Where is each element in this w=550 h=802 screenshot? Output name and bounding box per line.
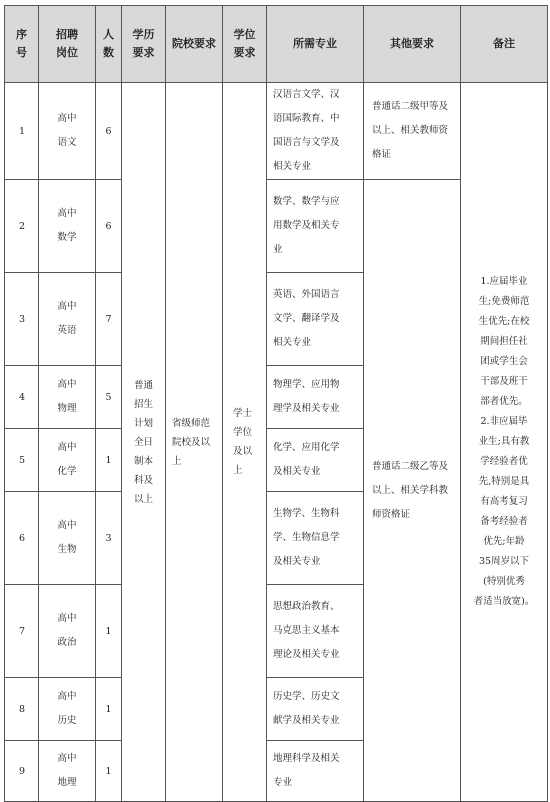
row-major: 历史学、历史文 献学及相关专业 [267, 678, 364, 741]
row-index: 7 [5, 585, 39, 678]
row-major: 生物学、生物科 学、生物信息学 及相关专业 [267, 492, 364, 585]
row-position: 高中 语文 [39, 83, 96, 180]
row-major: 数学、数学与应 用数学及相关专 业 [267, 180, 364, 273]
row-count: 5 [96, 366, 122, 429]
row-major: 英语、外国语言 文学、翻译学及 相关专业 [267, 273, 364, 366]
row-index: 1 [5, 83, 39, 180]
note-cell: 1.应届毕业 生;免费师范 生优先;在校 期间担任社 团或学生会 干部及班干 部者优先。 2.非应届毕 业生;具有教 学经验者优 先,特别是具 有高考复习 备考经验者 优先;年龄 35周岁以下 (特别优秀 者适当放宽)。 [461, 83, 548, 802]
row-index: 6 [5, 492, 39, 585]
row-position: 高中 地理 [39, 741, 96, 802]
row-position: 高中 化学 [39, 429, 96, 492]
row-position: 高中 物理 [39, 366, 96, 429]
row-count: 3 [96, 492, 122, 585]
other-requirement-rest: 普通话二级乙等及 以上、相关学科教 师资格证 [364, 180, 461, 802]
header-school: 院校要求 [166, 6, 223, 83]
row-count: 6 [96, 180, 122, 273]
header-row [5, 6, 548, 83]
header-other: 其他要求 [364, 6, 461, 83]
row-index: 3 [5, 273, 39, 366]
header-position: 招聘 岗位 [39, 6, 96, 83]
row-position: 高中 英语 [39, 273, 96, 366]
row-count: 1 [96, 741, 122, 802]
header-count: 人 数 [96, 6, 122, 83]
row-major: 汉语言文学、汉 语国际教育、中 国语言与文学及 相关专业 [267, 83, 364, 180]
header-note: 备注 [461, 6, 548, 83]
row-index: 4 [5, 366, 39, 429]
degree-requirement: 学士 学位 及以 上 [223, 83, 267, 802]
row-count: 6 [96, 83, 122, 180]
row-position: 高中 生物 [39, 492, 96, 585]
row-position: 高中 数学 [39, 180, 96, 273]
row-position: 高中 历史 [39, 678, 96, 741]
row-count: 1 [96, 678, 122, 741]
header-education: 学历 要求 [122, 6, 166, 83]
row-count: 7 [96, 273, 122, 366]
row-index: 5 [5, 429, 39, 492]
row-major: 地理科学及相关 专业 [267, 741, 364, 802]
header-major: 所需专业 [267, 6, 364, 83]
row-index: 8 [5, 678, 39, 741]
row-index: 9 [5, 741, 39, 802]
school-requirement: 省级师范 院校及以 上 [166, 83, 223, 802]
recruitment-table [4, 5, 548, 802]
table-row [5, 83, 548, 180]
row-major: 思想政治教育、 马克思主义基本 理论及相关专业 [267, 585, 364, 678]
row-position: 高中 政治 [39, 585, 96, 678]
row-major: 化学、应用化学 及相关专业 [267, 429, 364, 492]
row-count: 1 [96, 429, 122, 492]
row-major: 物理学、应用物 理学及相关专业 [267, 366, 364, 429]
header-degree: 学位 要求 [223, 6, 267, 83]
other-requirement-row1: 普通话二级甲等及 以上、相关教师资 格证 [364, 83, 461, 180]
row-index: 2 [5, 180, 39, 273]
education-requirement: 普通 招生 计划 全日 制本 科及 以上 [122, 83, 166, 802]
row-count: 1 [96, 585, 122, 678]
header-index: 序 号 [5, 6, 39, 83]
